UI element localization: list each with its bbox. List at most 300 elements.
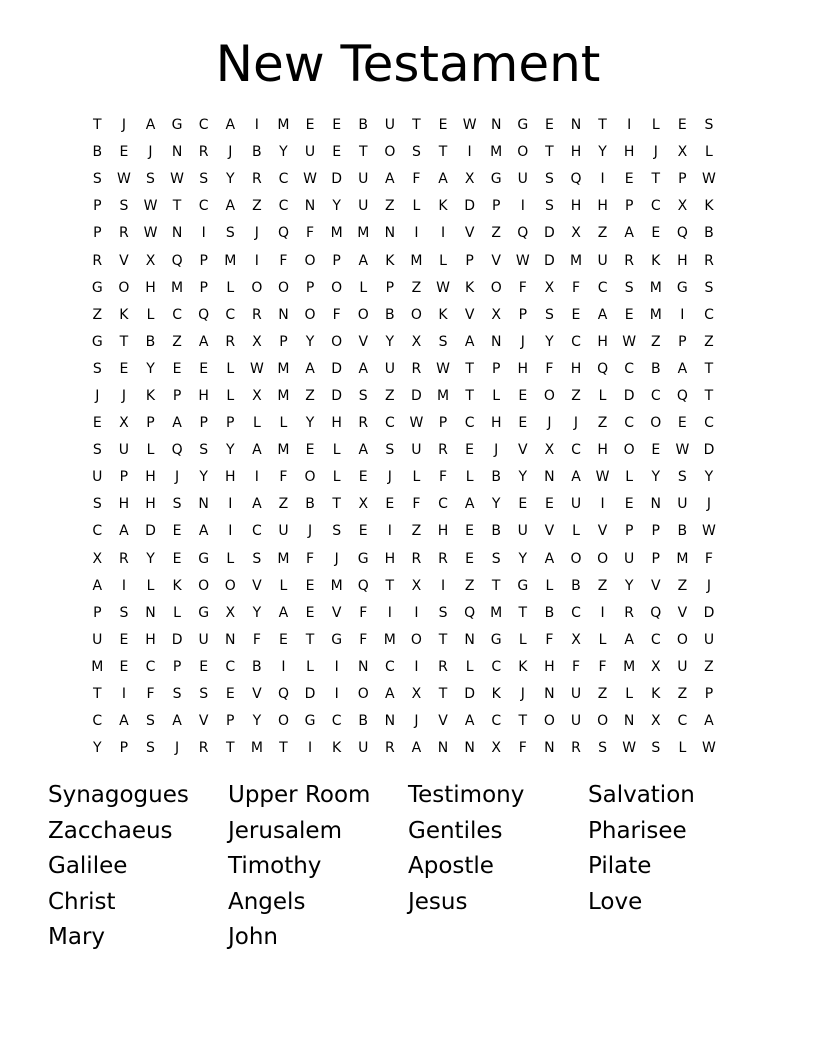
grid-letter[interactable]: I <box>440 577 446 594</box>
grid-letter[interactable]: T <box>438 144 448 161</box>
grid-letter[interactable]: A <box>172 415 182 432</box>
grid-letter[interactable]: S <box>146 713 155 730</box>
grid-letter[interactable]: I <box>627 117 632 134</box>
grid-letter[interactable]: W <box>675 442 690 459</box>
grid-letter[interactable]: E <box>358 523 368 540</box>
grid-letter[interactable]: C <box>278 198 289 215</box>
grid-letter[interactable]: R <box>624 604 635 621</box>
grid-letter[interactable]: N <box>544 740 555 757</box>
grid-letter[interactable]: E <box>305 117 315 134</box>
grid-letter[interactable]: L <box>598 631 607 648</box>
grid-letter[interactable]: E <box>225 686 235 703</box>
grid-letter[interactable]: U <box>384 117 395 134</box>
grid-letter[interactable]: U <box>118 442 130 459</box>
grid-letter[interactable]: X <box>544 442 555 459</box>
grid-letter[interactable]: M <box>490 604 503 621</box>
grid-letter[interactable]: B <box>252 144 262 161</box>
grid-letter[interactable]: E <box>119 360 129 377</box>
grid-letter[interactable]: J <box>706 577 712 594</box>
grid-letter[interactable]: J <box>547 415 552 432</box>
grid-letter[interactable]: J <box>520 333 525 350</box>
grid-letter[interactable]: H <box>198 387 209 404</box>
grid-letter[interactable]: R <box>624 252 635 269</box>
grid-letter[interactable]: H <box>517 360 529 377</box>
grid-letter[interactable]: Y <box>385 333 395 350</box>
grid-letter[interactable]: M <box>649 279 662 296</box>
grid-letter[interactable]: P <box>199 279 208 296</box>
grid-letter[interactable]: M <box>410 252 423 269</box>
grid-letter[interactable]: A <box>225 117 236 134</box>
grid-letter[interactable]: M <box>277 550 290 567</box>
grid-letter[interactable]: I <box>387 604 392 621</box>
grid-letter[interactable]: S <box>438 333 448 350</box>
grid-letter[interactable]: E <box>385 496 395 513</box>
grid-letter[interactable]: R <box>438 550 448 567</box>
grid-letter[interactable]: P <box>119 740 129 757</box>
grid-letter[interactable]: C <box>571 604 581 621</box>
grid-letter[interactable]: S <box>704 279 714 296</box>
grid-letter[interactable]: U <box>570 713 582 730</box>
grid-letter[interactable]: E <box>651 225 661 242</box>
grid-letter[interactable]: W <box>436 360 450 377</box>
grid-letter[interactable]: R <box>411 360 422 377</box>
grid-letter[interactable]: E <box>465 442 475 459</box>
grid-letter[interactable]: H <box>384 550 396 567</box>
grid-letter[interactable]: J <box>307 523 313 540</box>
grid-letter[interactable]: C <box>491 713 502 730</box>
grid-letter[interactable]: T <box>465 360 474 377</box>
grid-letter[interactable]: R <box>571 740 581 757</box>
grid-letter[interactable]: L <box>173 604 181 621</box>
grid-letter[interactable]: E <box>438 117 448 134</box>
grid-letter[interactable]: N <box>145 604 156 621</box>
grid-letter[interactable]: S <box>544 306 554 323</box>
grid-letter[interactable]: T <box>491 577 501 594</box>
grid-letter[interactable]: Z <box>597 686 608 703</box>
grid-letter[interactable]: W <box>702 523 716 540</box>
grid-letter[interactable]: X <box>411 577 422 594</box>
grid-letter[interactable]: I <box>121 686 126 703</box>
grid-letter[interactable]: H <box>677 252 688 269</box>
grid-letter[interactable]: T <box>279 740 288 757</box>
grid-letter[interactable]: L <box>439 252 447 269</box>
grid-letter[interactable]: T <box>385 577 395 594</box>
grid-letter[interactable]: M <box>649 306 662 323</box>
grid-letter[interactable]: V <box>491 252 501 269</box>
grid-letter[interactable]: E <box>518 415 528 432</box>
grid-letter[interactable]: H <box>597 198 608 215</box>
grid-letter[interactable]: P <box>93 604 102 621</box>
grid-letter[interactable]: K <box>145 387 156 404</box>
grid-letter[interactable]: P <box>651 550 660 567</box>
grid-letter[interactable]: Q <box>171 442 183 459</box>
grid-letter[interactable]: H <box>145 279 156 296</box>
grid-letter[interactable]: M <box>171 279 184 296</box>
grid-letter[interactable]: V <box>677 604 688 621</box>
grid-letter[interactable]: U <box>677 496 688 513</box>
grid-letter[interactable]: J <box>573 415 579 432</box>
grid-letter[interactable]: L <box>226 360 235 377</box>
grid-letter[interactable]: A <box>252 442 262 459</box>
grid-letter[interactable]: N <box>650 496 661 513</box>
grid-letter[interactable]: I <box>334 686 339 703</box>
grid-letter[interactable]: F <box>306 550 315 567</box>
grid-letter[interactable]: N <box>304 198 316 215</box>
grid-letter[interactable]: R <box>92 252 103 269</box>
grid-letter[interactable]: O <box>251 279 263 296</box>
grid-letter[interactable]: N <box>544 686 555 703</box>
grid-letter[interactable]: D <box>544 225 555 242</box>
grid-letter[interactable]: L <box>226 279 235 296</box>
grid-letter[interactable]: S <box>146 740 155 757</box>
grid-letter[interactable]: O <box>543 387 555 404</box>
grid-letter[interactable]: I <box>414 658 419 675</box>
grid-letter[interactable]: W <box>436 279 450 296</box>
grid-letter[interactable]: L <box>306 658 314 675</box>
grid-letter[interactable]: Z <box>597 577 608 594</box>
grid-letter[interactable]: Y <box>279 144 288 161</box>
grid-letter[interactable]: P <box>172 387 182 404</box>
grid-letter[interactable]: I <box>254 117 259 134</box>
grid-letter[interactable]: I <box>600 171 605 188</box>
grid-letter[interactable]: E <box>624 306 634 323</box>
grid-letter[interactable]: P <box>704 686 714 703</box>
grid-letter[interactable]: L <box>359 279 368 296</box>
grid-letter[interactable]: L <box>146 577 155 594</box>
grid-letter[interactable]: E <box>544 117 554 134</box>
grid-letter[interactable]: S <box>358 387 368 404</box>
grid-letter[interactable]: S <box>411 144 421 161</box>
grid-letter[interactable]: N <box>384 713 396 730</box>
grid-letter[interactable]: N <box>623 713 635 730</box>
grid-letter[interactable]: W <box>515 252 530 269</box>
grid-letter[interactable]: D <box>331 171 343 188</box>
grid-letter[interactable]: P <box>678 333 687 350</box>
grid-letter[interactable]: E <box>677 415 687 432</box>
grid-letter[interactable]: H <box>118 496 130 513</box>
grid-letter[interactable]: X <box>119 415 129 432</box>
grid-letter[interactable]: J <box>520 686 525 703</box>
grid-letter[interactable]: C <box>624 360 635 377</box>
grid-letter[interactable]: E <box>305 442 315 459</box>
grid-letter[interactable]: F <box>279 469 288 486</box>
grid-letter[interactable]: S <box>385 442 395 459</box>
grid-letter[interactable]: P <box>146 415 155 432</box>
grid-letter[interactable]: A <box>305 360 315 377</box>
grid-letter[interactable]: O <box>490 279 502 296</box>
grid-letter[interactable]: K <box>518 658 528 675</box>
grid-letter[interactable]: A <box>464 496 475 513</box>
grid-letter[interactable]: T <box>518 604 528 621</box>
grid-letter[interactable]: Y <box>518 469 528 486</box>
grid-letter[interactable]: R <box>198 144 209 161</box>
grid-letter[interactable]: F <box>704 550 713 567</box>
grid-letter[interactable]: Y <box>624 577 634 594</box>
grid-letter[interactable]: Z <box>597 415 608 432</box>
grid-letter[interactable]: B <box>305 496 315 513</box>
grid-letter[interactable]: U <box>570 496 582 513</box>
grid-letter[interactable]: I <box>600 604 605 621</box>
grid-letter[interactable]: L <box>651 117 660 134</box>
grid-letter[interactable]: X <box>650 713 661 730</box>
grid-letter[interactable]: P <box>93 225 102 242</box>
grid-letter[interactable]: U <box>517 171 528 188</box>
grid-letter[interactable]: V <box>650 577 661 594</box>
grid-letter[interactable]: I <box>254 469 259 486</box>
grid-letter[interactable]: B <box>92 144 103 161</box>
grid-letter[interactable]: R <box>384 740 395 757</box>
grid-letter[interactable]: Z <box>252 198 262 215</box>
grid-letter[interactable]: E <box>172 523 182 540</box>
grid-letter[interactable]: C <box>438 496 448 513</box>
grid-letter[interactable]: K <box>438 306 448 323</box>
grid-letter[interactable]: J <box>653 144 658 161</box>
grid-letter[interactable]: X <box>225 604 236 621</box>
grid-letter[interactable]: Z <box>411 523 422 540</box>
grid-letter[interactable]: V <box>331 604 342 621</box>
grid-letter[interactable]: V <box>464 306 475 323</box>
grid-letter[interactable]: A <box>119 713 129 730</box>
grid-letter[interactable]: M <box>330 225 343 242</box>
grid-letter[interactable]: L <box>226 550 235 567</box>
grid-letter[interactable]: H <box>544 658 555 675</box>
grid-letter[interactable]: L <box>518 631 527 648</box>
grid-letter[interactable]: J <box>175 469 180 486</box>
grid-letter[interactable]: U <box>517 523 528 540</box>
grid-letter[interactable]: E <box>651 442 661 459</box>
grid-letter[interactable]: A <box>278 604 289 621</box>
grid-letter[interactable]: Y <box>146 360 155 377</box>
grid-letter[interactable]: H <box>570 198 582 215</box>
grid-letter[interactable]: K <box>651 686 661 703</box>
grid-letter[interactable]: O <box>517 144 529 161</box>
grid-letter[interactable]: Y <box>146 550 155 567</box>
grid-letter[interactable]: R <box>119 225 129 242</box>
grid-letter[interactable]: T <box>225 740 235 757</box>
grid-letter[interactable]: M <box>383 631 396 648</box>
grid-letter[interactable]: T <box>651 171 661 188</box>
grid-letter[interactable]: G <box>304 713 316 730</box>
grid-letter[interactable]: O <box>304 306 316 323</box>
grid-letter[interactable]: T <box>358 144 368 161</box>
grid-letter[interactable]: J <box>148 144 153 161</box>
grid-letter[interactable]: M <box>357 225 370 242</box>
grid-letter[interactable]: Z <box>411 279 422 296</box>
grid-letter[interactable]: X <box>252 333 262 350</box>
grid-letter[interactable]: X <box>145 252 156 269</box>
grid-letter[interactable]: Z <box>464 577 475 594</box>
grid-letter[interactable]: N <box>278 306 289 323</box>
grid-letter[interactable]: B <box>358 713 369 730</box>
grid-letter[interactable]: C <box>384 415 395 432</box>
grid-letter[interactable]: C <box>145 658 156 675</box>
grid-letter[interactable]: G <box>198 604 210 621</box>
grid-letter[interactable]: O <box>118 279 130 296</box>
grid-letter[interactable]: G <box>676 279 688 296</box>
grid-letter[interactable]: G <box>198 550 210 567</box>
grid-letter[interactable]: G <box>91 333 103 350</box>
grid-letter[interactable]: C <box>704 415 714 432</box>
grid-letter[interactable]: N <box>464 631 475 648</box>
grid-letter[interactable]: D <box>331 387 343 404</box>
grid-letter[interactable]: C <box>198 198 209 215</box>
grid-letter[interactable]: B <box>544 604 555 621</box>
grid-letter[interactable]: U <box>92 469 103 486</box>
grid-letter[interactable]: W <box>249 360 264 377</box>
grid-letter[interactable]: G <box>91 279 103 296</box>
grid-letter[interactable]: F <box>545 631 554 648</box>
grid-letter[interactable]: Z <box>677 577 688 594</box>
grid-letter[interactable]: T <box>438 686 448 703</box>
grid-letter[interactable]: I <box>600 496 605 513</box>
grid-letter[interactable]: O <box>676 631 688 648</box>
grid-letter[interactable]: H <box>570 144 582 161</box>
grid-letter[interactable]: L <box>226 387 235 404</box>
grid-letter[interactable]: A <box>92 577 103 594</box>
grid-letter[interactable]: E <box>544 496 554 513</box>
grid-letter[interactable]: T <box>518 713 528 730</box>
grid-letter[interactable]: F <box>438 469 448 486</box>
grid-letter[interactable]: C <box>92 523 103 540</box>
grid-letter[interactable]: M <box>623 658 636 675</box>
grid-letter[interactable]: J <box>414 713 419 730</box>
grid-letter[interactable]: O <box>543 713 555 730</box>
grid-letter[interactable]: K <box>119 306 129 323</box>
grid-letter[interactable]: C <box>650 198 661 215</box>
grid-letter[interactable]: V <box>198 713 209 730</box>
grid-letter[interactable]: N <box>357 658 369 675</box>
grid-letter[interactable]: T <box>598 117 607 134</box>
grid-letter[interactable]: O <box>357 686 369 703</box>
grid-letter[interactable]: C <box>650 631 661 648</box>
grid-letter[interactable]: Z <box>650 333 661 350</box>
grid-letter[interactable]: O <box>224 577 236 594</box>
grid-letter[interactable]: F <box>252 631 261 648</box>
grid-letter[interactable]: U <box>304 144 316 161</box>
grid-letter[interactable]: O <box>304 252 316 269</box>
grid-letter[interactable]: Z <box>172 333 182 350</box>
grid-letter[interactable]: T <box>412 117 421 134</box>
grid-letter[interactable]: E <box>518 387 528 404</box>
grid-letter[interactable]: L <box>279 577 288 594</box>
grid-letter[interactable]: C <box>172 306 182 323</box>
grid-letter[interactable]: R <box>119 550 129 567</box>
grid-letter[interactable]: H <box>597 442 608 459</box>
grid-letter[interactable]: L <box>545 577 554 594</box>
grid-letter[interactable]: M <box>277 387 290 404</box>
grid-letter[interactable]: S <box>119 198 129 215</box>
grid-letter[interactable]: L <box>146 442 155 459</box>
grid-letter[interactable]: W <box>702 740 716 757</box>
grid-letter[interactable]: R <box>704 252 714 269</box>
grid-letter[interactable]: B <box>252 658 262 675</box>
grid-letter[interactable]: X <box>650 658 661 675</box>
grid-letter[interactable]: M <box>569 252 583 269</box>
grid-letter[interactable]: A <box>172 713 182 730</box>
grid-letter[interactable]: T <box>545 144 554 161</box>
grid-letter[interactable]: A <box>198 523 209 540</box>
grid-letter[interactable]: H <box>597 333 608 350</box>
grid-letter[interactable]: P <box>491 198 501 215</box>
grid-letter[interactable]: U <box>358 740 369 757</box>
grid-letter[interactable]: R <box>198 740 209 757</box>
grid-letter[interactable]: K <box>491 686 501 703</box>
grid-letter[interactable]: O <box>597 713 609 730</box>
grid-letter[interactable]: T <box>465 387 474 404</box>
grid-letter[interactable]: Y <box>225 442 235 459</box>
grid-letter[interactable]: R <box>358 415 369 432</box>
grid-letter[interactable]: K <box>651 252 661 269</box>
grid-letter[interactable]: P <box>624 198 634 215</box>
grid-letter[interactable]: S <box>172 686 182 703</box>
grid-letter[interactable]: S <box>92 496 102 513</box>
grid-letter[interactable]: L <box>146 306 155 323</box>
grid-letter[interactable]: Z <box>704 658 714 675</box>
grid-letter[interactable]: Y <box>651 469 661 486</box>
grid-letter[interactable]: C <box>571 442 581 459</box>
grid-letter[interactable]: E <box>119 144 129 161</box>
grid-letter[interactable]: F <box>359 631 368 648</box>
grid-letter[interactable]: T <box>172 198 182 215</box>
grid-letter[interactable]: V <box>358 333 369 350</box>
grid-letter[interactable]: C <box>225 306 236 323</box>
grid-letter[interactable]: S <box>624 279 634 296</box>
grid-letter[interactable]: I <box>228 523 233 540</box>
grid-letter[interactable]: I <box>414 604 419 621</box>
grid-letter[interactable]: P <box>226 713 235 730</box>
grid-letter[interactable]: S <box>544 198 554 215</box>
grid-letter[interactable]: Q <box>570 171 582 188</box>
grid-letter[interactable]: Y <box>491 496 501 513</box>
grid-letter[interactable]: Z <box>385 387 395 404</box>
grid-letter[interactable]: E <box>172 360 182 377</box>
grid-letter[interactable]: J <box>254 225 259 242</box>
grid-letter[interactable]: A <box>544 550 555 567</box>
grid-letter[interactable]: I <box>414 225 419 242</box>
grid-letter[interactable]: S <box>677 469 687 486</box>
grid-letter[interactable]: D <box>703 442 715 459</box>
grid-letter[interactable]: C <box>278 171 289 188</box>
grid-letter[interactable]: V <box>597 523 608 540</box>
grid-letter[interactable]: U <box>384 360 395 377</box>
grid-letter[interactable]: L <box>332 442 341 459</box>
grid-letter[interactable]: P <box>465 252 474 269</box>
grid-letter[interactable]: Q <box>676 225 688 242</box>
grid-letter[interactable]: X <box>252 387 262 404</box>
grid-letter[interactable]: F <box>518 740 527 757</box>
grid-letter[interactable]: S <box>252 550 262 567</box>
grid-letter[interactable]: W <box>462 117 477 134</box>
grid-letter[interactable]: C <box>331 713 342 730</box>
grid-letter[interactable]: X <box>92 550 103 567</box>
grid-letter[interactable]: T <box>704 387 714 404</box>
grid-letter[interactable]: F <box>571 279 581 296</box>
grid-letter[interactable]: J <box>706 496 712 513</box>
grid-letter[interactable]: T <box>119 333 129 350</box>
grid-letter[interactable]: Q <box>198 306 210 323</box>
grid-letter[interactable]: J <box>121 387 126 404</box>
grid-letter[interactable]: E <box>199 360 209 377</box>
grid-letter[interactable]: S <box>332 523 342 540</box>
grid-letter[interactable]: I <box>387 523 392 540</box>
grid-letter[interactable]: L <box>572 523 580 540</box>
grid-letter[interactable]: N <box>544 469 555 486</box>
grid-letter[interactable]: Y <box>252 713 262 730</box>
grid-letter[interactable]: K <box>704 198 714 215</box>
grid-letter[interactable]: A <box>411 740 422 757</box>
grid-letter[interactable]: D <box>464 198 475 215</box>
grid-letter[interactable]: E <box>119 631 129 648</box>
